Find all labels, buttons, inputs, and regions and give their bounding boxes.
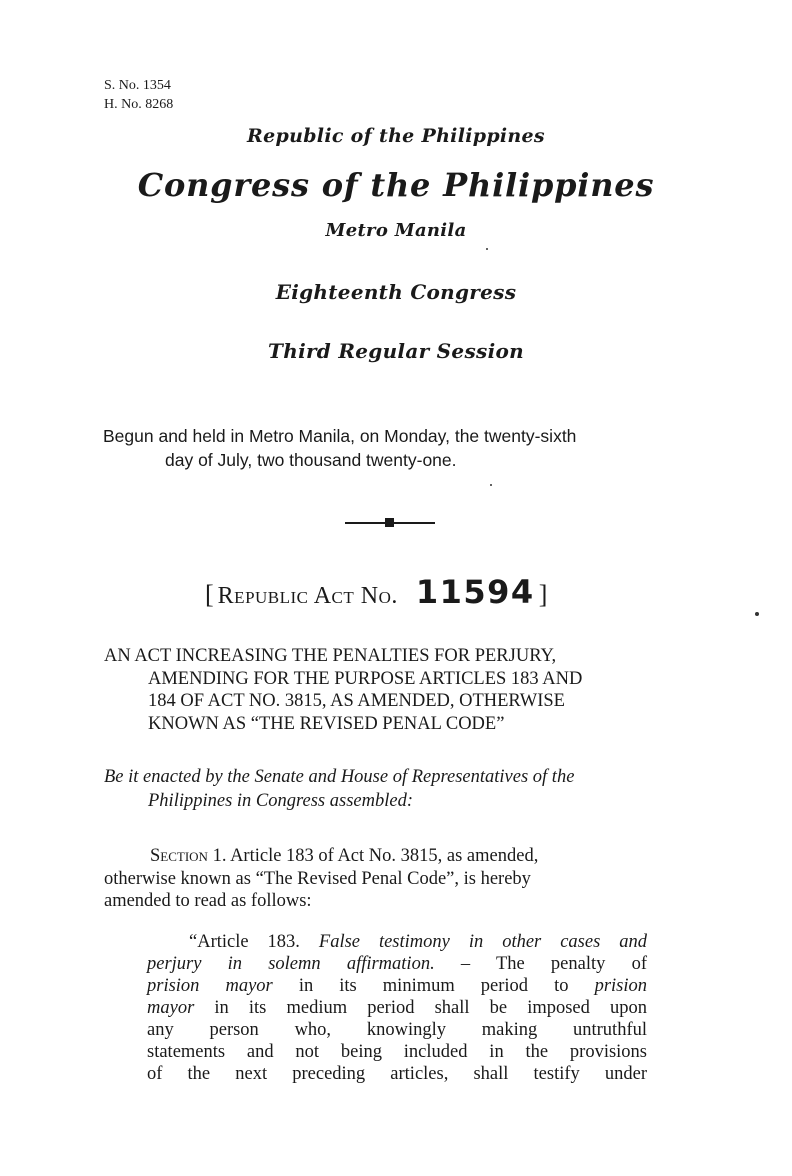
title-line: 184 OF ACT NO. 3815, AS AMENDED, OTHERWISE xyxy=(148,691,565,711)
article-line-7: of the next preceding articles, shall testify under xyxy=(147,1064,647,1084)
republic-heading: Republic of the Philippines xyxy=(247,125,545,147)
scan-speck xyxy=(755,612,759,616)
close-bracket: ] xyxy=(538,580,548,609)
term-mayor: mayor xyxy=(147,998,195,1018)
article-line-4-rest: in its medium period shall be imposed upon xyxy=(194,998,647,1018)
title-line: KNOWN AS “THE REVISED PENAL CODE” xyxy=(148,713,505,734)
section-1-line-3: amended to read as follows: xyxy=(104,891,312,911)
title-line: AMENDING FOR THE PURPOSE ARTICLES 183 AND xyxy=(148,668,583,689)
enacting-line-2: Philippines in Congress assembled: xyxy=(148,791,413,811)
article-heading-title: False testimony in other cases and xyxy=(318,932,647,952)
ornamental-divider xyxy=(345,518,435,528)
begun-statement xyxy=(103,424,683,472)
article-line-2 xyxy=(147,953,647,975)
republic-act-label: Republic Act No. xyxy=(217,583,398,609)
bill-numbers xyxy=(104,76,173,114)
term-prision-mayor: prision mayor xyxy=(147,976,273,996)
article-line-2-rest: – The penalty of xyxy=(434,954,647,974)
divider-square-icon xyxy=(385,518,394,527)
article-183-text xyxy=(147,931,647,1085)
section-label: Section 1. xyxy=(150,846,227,866)
section-1 xyxy=(104,845,679,913)
house-bill-number: H. No. 8268 xyxy=(104,97,174,112)
location-heading: Metro Manila xyxy=(325,220,467,241)
act-number: 11594 xyxy=(415,573,535,611)
congress-heading: Congress of the Philippines xyxy=(137,166,655,204)
open-bracket: [ xyxy=(205,580,214,609)
article-title-cont: perjury in solemn affirmation. xyxy=(147,954,435,974)
scan-speck xyxy=(490,484,492,486)
congress-number-heading: Eighteenth Congress xyxy=(275,280,517,304)
section-1-text-1: Article 183 of Act No. 3815, as amended, xyxy=(230,846,539,866)
title-line: AN ACT INCREASING THE PENALTIES FOR PERJURY, xyxy=(104,646,557,666)
article-line-5: any person who, knowingly making untruthful xyxy=(147,1020,647,1040)
enacting-clause xyxy=(104,765,684,813)
act-title xyxy=(104,645,684,735)
article-line-1 xyxy=(147,931,647,953)
republic-act-number xyxy=(205,573,547,611)
senate-bill-number: S. No. 1354 xyxy=(104,78,171,93)
term-prision: prision xyxy=(594,976,647,996)
article-line-6: statements and not being included in the provisions xyxy=(147,1042,647,1062)
scan-speck xyxy=(486,248,488,250)
begun-line-2: day of July, two thousand twenty-one. xyxy=(165,450,457,470)
section-1-line-2: otherwise known as “The Revised Penal Code”, is hereby xyxy=(104,868,531,889)
article-line-4 xyxy=(147,997,647,1019)
article-line-3 xyxy=(147,975,647,997)
session-heading: Third Regular Session xyxy=(268,339,524,363)
article-heading: “Article 183. xyxy=(189,932,300,952)
article-line-3-mid: in its minimum period to xyxy=(272,976,595,996)
section-1-line-1 xyxy=(104,845,679,868)
begun-line-1: Begun and held in Metro Manila, on Monday, the twenty-sixth xyxy=(103,426,577,446)
enacting-line-1: Be it enacted by the Senate and House of Representatives of the xyxy=(104,767,575,787)
